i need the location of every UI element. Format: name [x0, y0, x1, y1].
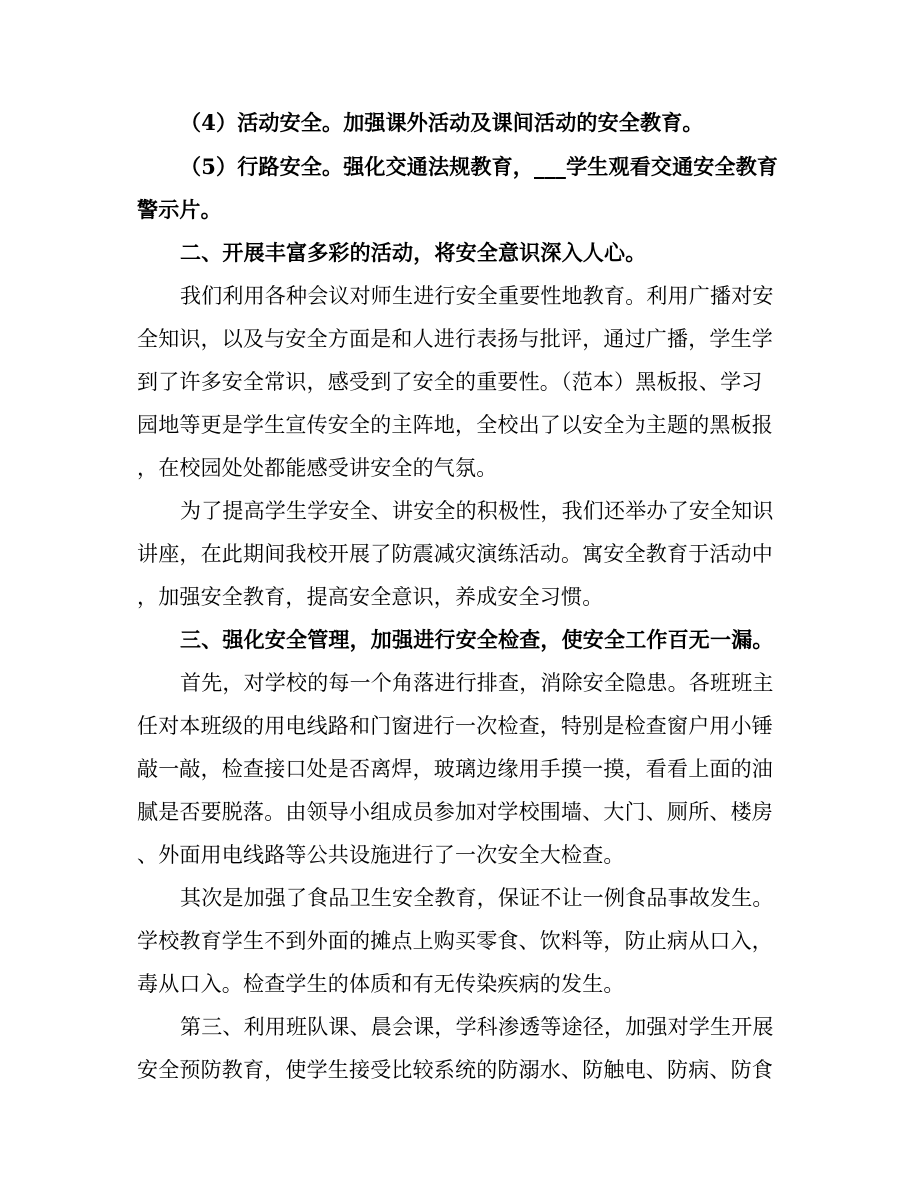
paragraph-line: 毒从口入。检查学生的体质和有无传染疾病的发生。: [137, 972, 625, 996]
paragraph-line: ，在校园处处都能感受讲安全的气氛。: [137, 456, 498, 480]
paragraph-line: 腻是否要脱落。由领导小组成员参加对学校围墙、大门、厕所、楼房: [137, 800, 773, 824]
paragraph-line: 敲一敲，检查接口处是否离焊，玻璃边缘用手摸一摸，看看上面的油: [137, 757, 773, 781]
paragraph-line: 学校教育学生不到外面的摊点上购买零食、饮料等，防止病从口入，: [137, 929, 773, 953]
paragraph-line: 园地等更是学生宣传安全的主阵地，全校出了以安全为主题的黑板报: [137, 413, 773, 437]
paragraph-line: 安全预防教育，使学生接受比较系统的防溺水、防触电、防病、防食: [137, 1058, 773, 1082]
item-5-continuation: 警示片。: [137, 197, 222, 222]
section-2-heading: 二、开展丰富多彩的活动，将安全意识深入人心。: [180, 240, 647, 265]
paragraph-line: 第三、利用班队课、晨会课，学科渗透等途径，加强对学生开展: [180, 1015, 774, 1039]
paragraph-line: 其次是加强了食品卫生安全教育，保证不让一例食品事故发生。: [180, 886, 774, 910]
paragraph-line: 我们利用各种会议对师生进行安全重要性地教育。利用广播对安: [180, 284, 774, 308]
section-3-heading: 三、强化安全管理，加强进行安全检查，使安全工作百无一漏。: [180, 627, 774, 652]
item-4-activity-safety: （4）活动安全。加强课外活动及课间活动的安全教育。: [180, 110, 704, 135]
paragraph-line: 、外面用电线路等公共设施进行了一次安全大检查。: [137, 843, 625, 867]
paragraph-line: 全知识，以及与安全方面是和人进行表扬与批评，通过广播，学生学: [137, 327, 773, 351]
paragraph-line: 为了提高学生学安全、讲安全的积极性，我们还举办了安全知识: [180, 499, 774, 523]
item-5-road-safety: （5）行路安全。强化交通法规教育，___学生观看交通安全教育: [180, 154, 779, 179]
paragraph-line: 任对本班级的用电线路和门窗进行一次检查，特别是检查窗户用小锤: [137, 714, 773, 738]
paragraph-line: ，加强安全教育，提高安全意识，养成安全习惯。: [137, 585, 604, 609]
paragraph-line: 首先，对学校的每一个角落进行排查，消除安全隐患。各班班主: [180, 671, 774, 695]
paragraph-line: 讲座，在此期间我校开展了防震减灾演练活动。寓安全教育于活动中: [137, 542, 773, 566]
paragraph-line: 到了许多安全常识，感受到了安全的重要性。（范本）黑板报、学习: [137, 370, 763, 394]
